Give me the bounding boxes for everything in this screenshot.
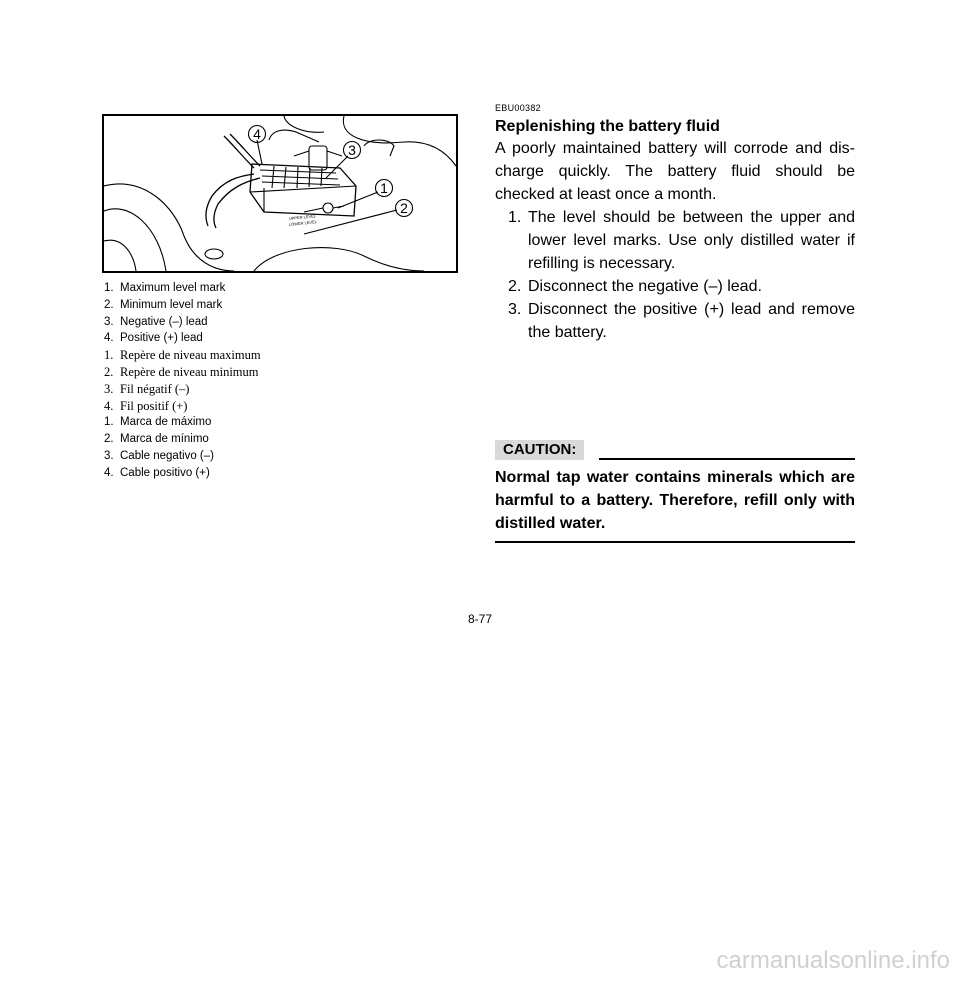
caution-text: Normal tap water contains minerals which are harmful to a battery. Therefore, refill only with distilled water. bbox=[495, 469, 855, 532]
section-code: EBU00382 bbox=[495, 103, 541, 113]
caption-es-2: 2. Marca de mínimo bbox=[104, 433, 209, 446]
caption-en-4: 4. Positive (+) lead bbox=[104, 332, 203, 345]
section-heading: Replenishing the battery fluid bbox=[495, 118, 720, 135]
caption-fr-4: 4. Fil positif (+) bbox=[104, 398, 188, 413]
step-item: 3. Disconnect the positive (+) lead and remove the battery. bbox=[508, 301, 855, 341]
figure-captions bbox=[104, 280, 444, 482]
page-number: 8-77 bbox=[467, 612, 493, 626]
caption-fr-2: 2. Repère de niveau minimum bbox=[104, 364, 259, 379]
callout-2: 2 bbox=[400, 200, 408, 216]
caption-es-1: 1. Marca de máximo bbox=[104, 416, 212, 429]
lower-level-label: LOWER LEVEL bbox=[288, 219, 318, 227]
step-item: 2. Disconnect the negative (–) lead. bbox=[508, 278, 762, 295]
callout-1: 1 bbox=[380, 180, 388, 196]
caption-fr-3: 3. Fil négatif (–) bbox=[104, 381, 190, 396]
caption-en-3: 3. Negative (–) lead bbox=[104, 315, 208, 328]
caption-es-4: 4. Cable positivo (+) bbox=[104, 466, 210, 479]
watermark: carmanualsonline.info bbox=[716, 947, 950, 974]
battery-illustration bbox=[102, 114, 458, 273]
caption-fr-1: 1. Repère de niveau maximum bbox=[104, 348, 261, 363]
caution-header bbox=[495, 440, 855, 460]
step-list bbox=[495, 206, 855, 344]
caution-end-rule bbox=[495, 541, 855, 543]
battery-fluid-section bbox=[495, 100, 855, 543]
caution-rule bbox=[599, 458, 855, 460]
caption-en-1: 1. Maximum level mark bbox=[104, 282, 226, 294]
caption-es-3: 3. Cable negativo (–) bbox=[104, 449, 214, 462]
step-item: 1. The level should be between the upper and lower level marks. Use only distilled water if refilling is necessary. bbox=[508, 209, 855, 272]
caution-label: CAUTION: bbox=[495, 440, 584, 460]
callout-3: 3 bbox=[348, 142, 356, 158]
intro-paragraph: A poorly maintained battery will corrode and dis-charge quickly. The battery fluid should be checked at least once a month. bbox=[495, 140, 855, 203]
upper-level-label: UPPER LEVEL bbox=[288, 213, 317, 221]
callout-4: 4 bbox=[253, 126, 261, 142]
caption-en-2: 2. Minimum level mark bbox=[104, 298, 223, 311]
